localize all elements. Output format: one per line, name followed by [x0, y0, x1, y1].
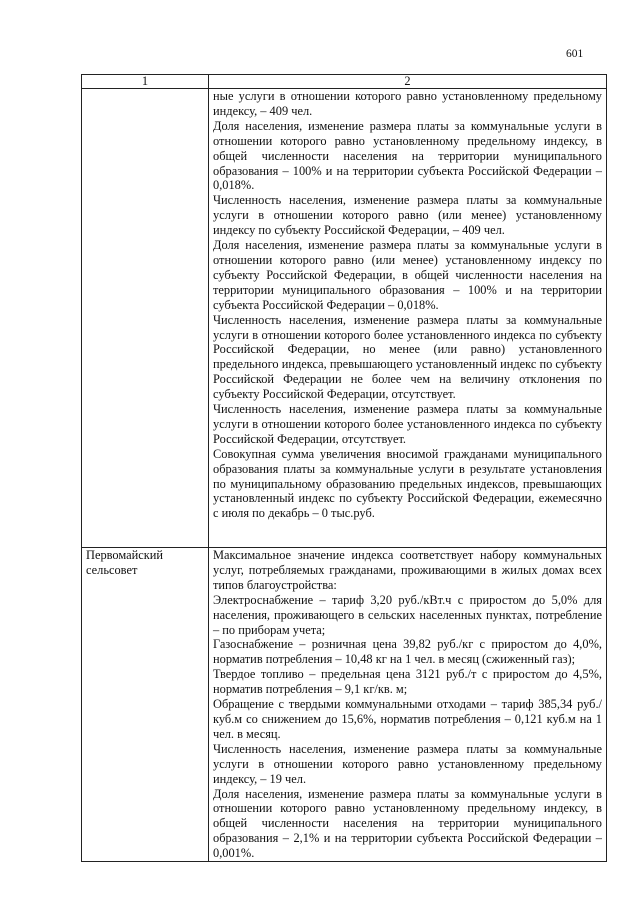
paragraph: Твердое топливо – предельная цена 3121 руб./т с приростом до 4,5%, норматив потребления – 9,1 кг/кв. м;	[213, 667, 602, 697]
column-header-2: 2	[209, 75, 607, 89]
document-table	[81, 74, 607, 862]
municipality-name: Первомайский сельсовет	[86, 548, 164, 577]
page-number: 601	[566, 48, 584, 60]
paragraph: Совокупная сумма увеличения вносимой гражданами муниципального образования платы за коммунальные услуги в результате установления по муниципальному образованию предельных индексов, превышающих установленный индекс по субъекту Российской Федерации, ежемесячно с июля по декабрь – 0 тыс.руб.	[213, 446, 602, 521]
paragraph: Численность населения, изменение размера платы за коммунальные услуги в отношении которого равно (или менее) установленному индексу по субъекту Российской Федерации, – 409 чел.	[213, 193, 602, 238]
municipality-cell	[82, 89, 209, 548]
paragraph: Электроснабжение – тариф 3,20 руб./кВт.ч с приростом до 5,0% для населения, проживающего в сельских населенных пунктах, потребление – по приборам учета;	[213, 592, 602, 637]
paragraph: ные услуги в отношении которого равно установленному предельному индексу, – 409 чел.	[213, 89, 602, 118]
paragraph: Численность населения, изменение размера платы за коммунальные услуги в отношении которого более установленного индекса по субъекту Российской Федерации, но менее (или равно) установленного предельного индекса, превышающего установленный индекс по субъекту Российской Федерации не более чем на величину отклонения по субъекту Российской Федерации, отсутствует.	[213, 312, 602, 402]
description-cell	[209, 89, 607, 548]
paragraph: Численность населения, изменение размера платы за коммунальные услуги в отношении которого более установленного индекса по субъекту Российской Федерации, отсутствует.	[213, 402, 602, 446]
paragraph: Газоснабжение – розничная цена 39,82 руб./кг с приростом до 4,0%, норматив потребления – 10,48 кг на 1 чел. в месяц (сжиженный газ);	[213, 637, 602, 667]
paragraph: Доля населения, изменение размера платы за коммунальные услуги в отношении которого равно (или менее) установленному индексу по субъекту Российской Федерации, в общей численности населения на территории муниципального образования – 100% и на территории субъекта Российской Федерации – 0,018%.	[213, 238, 602, 312]
paragraph: Доля населения, изменение размера платы за коммунальные услуги в отношении которого равно установленному предельному индексу, в общей численности населения на территории муниципального образования – 2,1% и на территории субъекта Российской Федерации – 0,001%.	[213, 786, 602, 861]
table-row	[82, 89, 607, 548]
paragraph: Максимальное значение индекса соответствует набору коммунальных услуг, потребляемых гражданами, проживающими в жилых домах всех типов благоустройства:	[213, 548, 602, 592]
table-row	[82, 548, 607, 862]
municipality-cell	[82, 548, 209, 862]
paragraph: Обращение с твердыми коммунальными отходами – тариф 385,34 руб./куб.м со снижением до 15,6%, норматив потребления – 0,121 куб.м на 1 чел. в месяц.	[213, 697, 602, 741]
column-header-1: 1	[82, 75, 209, 89]
description-cell	[209, 548, 607, 862]
paragraph: Доля населения, изменение размера платы за коммунальные услуги в отношении которого равно установленному предельному индексу, в общей численности населения на территории муниципального образования – 100% и на территории субъекта Российской Федерации – 0,018%.	[213, 118, 602, 193]
paragraph: Численность населения, изменение размера платы за коммунальные услуги в отношении которого равно установленному предельному индексу, – 19 чел.	[213, 741, 602, 786]
table-header-row	[82, 75, 607, 89]
